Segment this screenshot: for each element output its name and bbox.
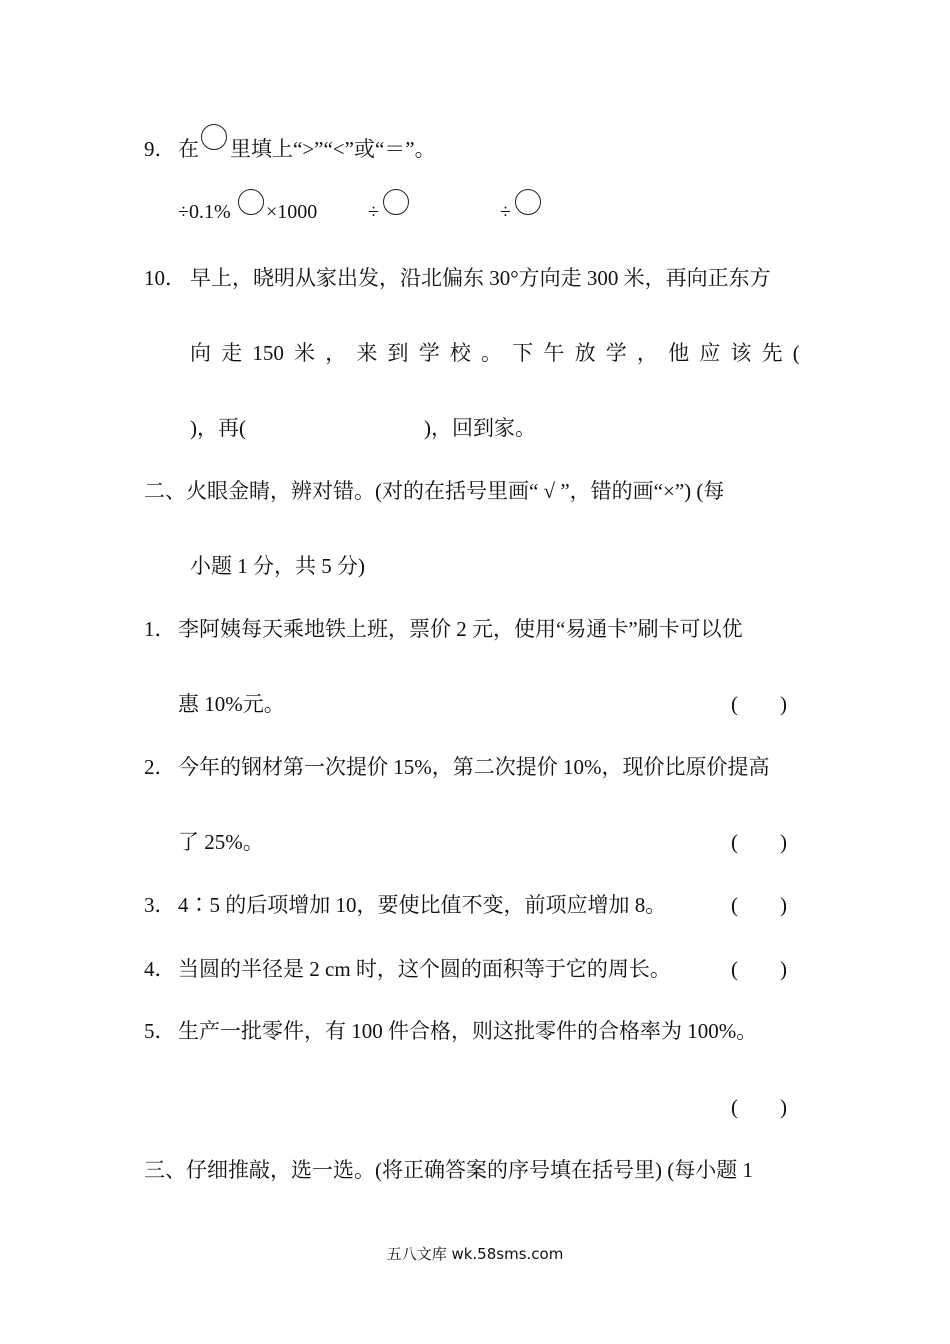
q10-line-2-word: ( — [792, 341, 800, 365]
q10-line-2-word: 向 — [190, 341, 211, 365]
q10-line-2-word: 午 — [543, 341, 565, 365]
q10-line-2-word: 。 — [481, 341, 503, 365]
judge-item-number: 3． — [144, 893, 176, 917]
section3-title: 三、仔细推敲，选一选。(将正确答案的序号填在括号里) (每小题 1 — [144, 1158, 753, 1182]
q9-number: 9． — [144, 137, 176, 161]
q10-line-2-word: 应 — [699, 341, 721, 365]
q10-line-2-word: ， — [636, 341, 658, 365]
judge-item-text: 4∶5 的后项增加 10，要使比值不变，前项应增加 8。 — [178, 893, 667, 917]
q10-line-2-word: ， — [325, 341, 347, 365]
answer-parentheses[interactable]: ( ) — [731, 830, 787, 854]
judge-item-number: 5． — [144, 1019, 176, 1043]
section2-title: 二、火眼金睛，辨对错。(对的在括号里画“ √ ”，错的画“×”) (每 — [144, 479, 725, 503]
q9-text-b: 里填上“>”“<”或“＝”。 — [230, 137, 436, 161]
q9-expr-right: ×1000 — [266, 201, 318, 223]
q10-line-2-word: 下 — [512, 341, 534, 365]
q10-line-2-word: 来 — [356, 341, 378, 365]
judge-item-text: 李阿姨每天乘地铁上班，票价 2 元，使用“易通卡”刷卡可以优 — [178, 617, 743, 641]
section2-title-cont: 小题 1 分，共 5 分) — [190, 554, 365, 578]
judge-item-text: 今年的钢材第一次提价 15%，第二次提价 10%，现价比原价提高 — [178, 755, 770, 779]
blank-circle[interactable] — [515, 189, 541, 215]
q10-line-3b: )，回到家。 — [424, 416, 536, 440]
blank-circle[interactable] — [383, 189, 409, 215]
q10-line-2-word: 走 — [221, 341, 243, 365]
judge-item-text-cont: 了 25%。 — [178, 830, 264, 854]
judge-item-number: 1． — [144, 617, 176, 641]
answer-parentheses[interactable]: ( ) — [731, 1095, 787, 1119]
blank-circle[interactable] — [201, 124, 227, 150]
page-footer-watermark: 五八文库 wk.58sms.com — [386, 1245, 564, 1263]
q10-line-2-word: 放 — [574, 341, 596, 365]
judge-item-text-cont: 惠 10%元。 — [178, 692, 285, 716]
q9-expr-left: ÷0.1% — [178, 201, 231, 223]
answer-parentheses[interactable]: ( ) — [731, 692, 787, 716]
q10-line-2-word: 150 — [252, 341, 284, 365]
q9-expr-divide-3: ÷ — [500, 201, 511, 223]
q10-line-2-word: 学 — [605, 341, 627, 365]
answer-parentheses[interactable]: ( ) — [731, 957, 787, 981]
answer-parentheses[interactable]: ( ) — [731, 893, 787, 917]
q10-line-2-word: 学 — [418, 341, 440, 365]
q10-line-2 — [190, 340, 800, 366]
q10-line-3a: )，再( — [190, 416, 246, 440]
q10-line-2-word: 先 — [761, 341, 783, 365]
q10-line-2-word: 他 — [668, 341, 690, 365]
q10-line-2-word: 米 — [294, 341, 316, 365]
judge-item-text: 生产一批零件，有 100 件合格，则这批零件的合格率为 100%。 — [178, 1019, 758, 1043]
q10-number: 10． — [144, 266, 186, 290]
q9-expr-divide-2: ÷ — [368, 201, 379, 223]
judge-item-text: 当圆的半径是 2 cm 时，这个圆的面积等于它的周长。 — [178, 957, 671, 981]
judge-item-number: 4． — [144, 957, 176, 981]
q10-line-1: 早上，晓明从家出发，沿北偏东 30°方向走 300 米，再向正东方 — [190, 266, 771, 290]
judge-item-number: 2． — [144, 755, 176, 779]
q10-line-2-word: 校 — [449, 341, 471, 365]
q10-line-2-word: 该 — [730, 341, 752, 365]
q9-text-a: 在 — [178, 137, 199, 161]
blank-circle[interactable] — [238, 189, 264, 215]
q10-line-2-word: 到 — [387, 341, 409, 365]
